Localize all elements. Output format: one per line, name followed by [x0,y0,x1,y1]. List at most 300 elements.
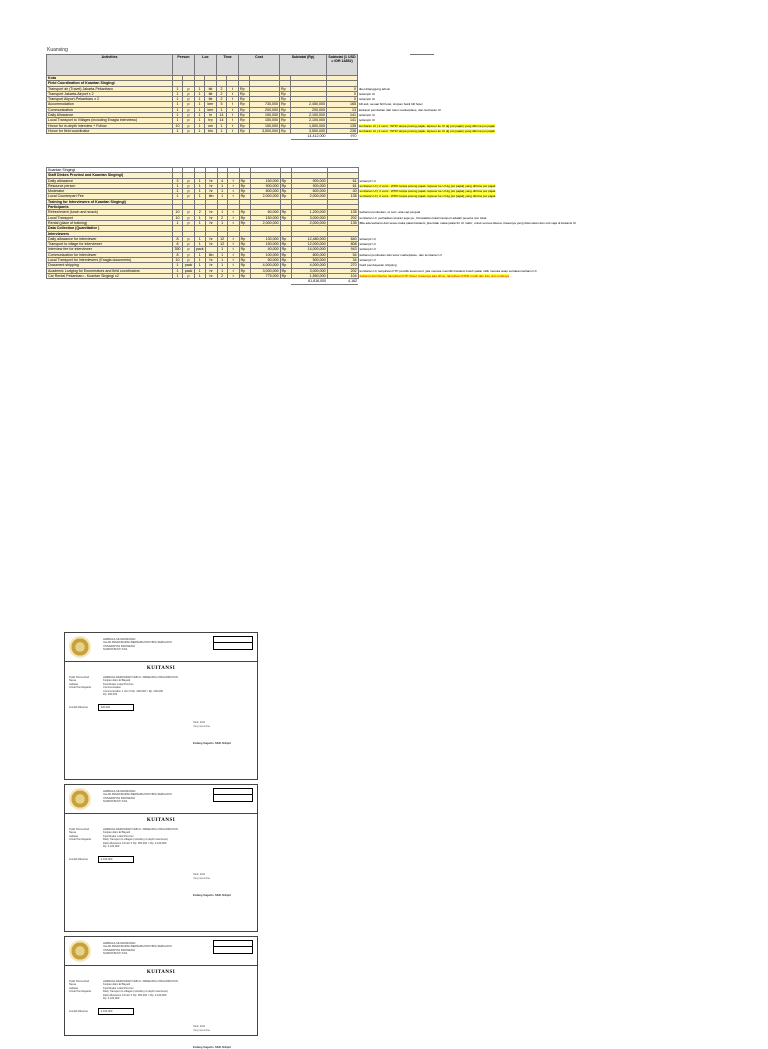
cell-lu: tkt [205,97,217,102]
cell-sub: 2,450,000 [291,102,327,107]
receipt-field-value: Koordinator Lokal Provinsi [103,682,134,686]
cell-p: 10 [173,210,183,215]
cell-sub: 12,000,000 [291,242,327,247]
letterhead-line: NOMOR BUKTI KAS [103,647,128,651]
cell-usd: 202 [327,268,358,273]
letterhead-line: NOMOR BUKTI KAS [103,799,128,803]
cell-lu: kmr [205,102,217,107]
cell-rp2: Rp [280,97,291,102]
cell-cost: 150,000 [250,123,280,128]
empty-cell [280,279,291,284]
budget-table-kota [46,54,497,140]
receipt-field-value: Communication 1 Unit X Rp. 200,000 = Rp. 200,000 [103,689,163,693]
cell-act: Academic Lodging for Enumerators and field coordinators [47,268,173,273]
empty-cell [239,279,250,284]
cell-usd: 0 [327,86,358,91]
receipt-letterhead [65,785,257,814]
keterangan-note: lembaran UI, lampirkan KTP pemilik kosonvent, jika mereka memiliki kwitansi boleh pakai milik mereka tetap sertakan kwitansi UI [359,268,537,273]
cell-p: 1 [173,113,183,118]
cell-p: 10 [173,123,183,128]
cell-rp2: Rp [280,86,291,91]
cell-pu: p [183,236,195,241]
keterangan-note: terlampir UI [359,258,376,263]
cell-rp: Rp [239,242,250,247]
empty-cell [195,279,206,284]
keterangan-note: terlampir UI [359,236,376,241]
cell-t: 12 [217,242,227,247]
cell-l: 1 [195,123,205,128]
cell-lu: orn [205,123,217,128]
institution-seal-icon [69,940,91,962]
cell-t: 12 [217,236,227,241]
empty-cell [217,279,227,284]
cell-p: 1 [173,102,183,107]
cell-p: 1 [173,86,183,91]
header-cost: Cost [239,55,280,76]
cell-sub: 4,000,000 [291,263,327,268]
cell-tu: t [227,258,239,263]
receipt-signer: Endang Suganto, SKM, M.Epid [193,742,231,746]
cell-lu: hr [205,273,217,278]
receipt-field [69,997,253,1000]
keterangan-note: terlampir UI [359,97,375,102]
cell-rp2: Rp [280,273,291,278]
cell-sub: 1,200,000 [291,210,327,215]
cell-rp2: Rp [280,194,291,199]
cell-rp: Rp [239,86,250,91]
letterhead-line: UNIVERSITAS INDONESIA [103,644,136,648]
cell-act: Transport Airport-Pekanbaru x 2 [47,97,173,102]
cell-l: 1 [195,113,205,118]
cell-t: 1 [217,123,227,128]
cell-tu: t [227,91,239,96]
cell-act: Transport Jakarta-Airport x 2 [47,91,173,96]
table-row [47,268,578,273]
cell-rp: Rp [239,263,250,268]
empty-cell [183,134,195,139]
keterangan-note: terlampir UI [359,247,376,252]
cell-t: 14 [217,113,227,118]
keterangan-note: terlampir UI [359,242,376,247]
cell-sub: 3,000,000 [291,268,327,273]
cell-rp: Rp [239,183,250,188]
cell-cost: 150,000 [250,215,280,220]
cell-rp: Rp [239,107,250,112]
cell-pu: p [183,178,195,183]
empty-cell [250,134,280,139]
cell-lu: hr [205,220,217,225]
letterhead-line: LEMBAGA KE MAKMURAN [103,638,136,641]
cell-l: 1 [195,189,206,194]
cell-rp: Rp [239,194,250,199]
keterangan-note: lembaran UI ( 2 versi : WHO tanpa potong pajak, lapsoer ke UI dg pot pajak) yang ditrima pot pajak [359,189,496,194]
cell-l: 2 [195,210,206,215]
receipt-field-value: Rp. 2,100,000 [103,845,120,849]
cell-pu: p [183,107,195,112]
cell-sub: 500,000 [291,258,327,263]
cell-tu: t [227,242,239,247]
cell-rp2: Rp [280,91,291,96]
cell-lu: hr [205,258,217,263]
cell-act: Daily allowance for interviewer [47,236,173,241]
cell-usd: 61 [327,178,358,183]
cell-cost: 200,000 [250,107,280,112]
cell-t: 2 [217,97,227,102]
cell-usd: 141 [327,113,358,118]
receiver-label: Yang menerima [193,724,210,728]
cell-pu: p [183,86,195,91]
cell-sub: 800,000 [291,252,327,257]
cell-rp: Rp [239,178,250,183]
receipt-number-box [213,940,253,954]
empty-cell [47,279,173,284]
cell-pu: p [183,258,195,263]
cell-lu: bln [205,252,217,257]
cell-t: 2 [217,215,227,220]
cell-p: 1 [173,220,183,225]
cell-usd: 135 [327,194,358,199]
receipt-signer: Endang Suganto, SKM, M.Epid [193,894,231,898]
receipt-amount [69,1008,253,1015]
cell-act: Communication [47,107,173,112]
cell-rp: Rp [239,215,250,220]
keterangan-note: lembaran UI ( 2 versi : WHO tanpa potong pajak, lapsoer ke UI dg pot pajak) yang ditrima pot pajak [359,123,495,128]
keterangan-note: lembaran UI, perhatikan ukuran juga ya , Perwakilan lokal transport adalah peserta non lokal [359,215,487,220]
cell-t: 4 [217,178,227,183]
cell-t: 1 [217,258,227,263]
cell-p: 1 [173,194,183,199]
keterangan-note: kwitansi dari Rental, lampirkan KTP driver, biasanya ada driver, lampirkan STNK mobil dan foto unit mobilnya [359,273,509,278]
keterangan-note: kwitansi pembelian dari toko/ marketplace, dan lembaran UI [359,252,442,257]
amount-box: 2,100,000 [98,1008,134,1015]
cell-act: Honor for field coordinator [47,128,173,133]
cell-p: 1 [173,97,183,102]
receipt-field-label: Untuk Pembayaran [69,686,92,690]
place-date: Taluk, 2021 [193,873,206,877]
receipt-field-value: Daily Transport to villages (including in-depth interviews) [103,838,168,842]
cell-cost: 775,000 [250,273,280,278]
cell-tu: t [227,210,239,215]
keterangan-note: terlampir UI [359,118,375,123]
cell-pu: p [183,215,195,220]
cell-tu: t [227,189,239,194]
section-label: Kota [47,76,173,81]
cell-lu: hr [205,215,217,220]
receipt-field [69,693,253,696]
cell-t: 2 [217,86,227,91]
receipt-field-label: Telah Terima Dari [69,828,90,831]
total-subtotal-usd: 4,162 [327,279,358,284]
receiver-label: Yang menerima [193,876,210,880]
cell-lu: hr [205,242,217,247]
cell-act: Resource person [47,183,173,188]
receipt-letterhead [65,633,257,662]
cell-t: 1 [217,189,227,194]
cell-p: 350 [174,247,181,252]
empty-cell [358,279,577,284]
cell-pu: p [183,252,195,257]
cell-t: 1 [217,263,227,268]
cell-rp2: Rp [280,210,291,215]
cell-act: Refreshment (lunch and snack) [47,210,173,215]
cell-rp2: Rp [280,123,291,128]
cell-tu: t [227,263,239,268]
amount-box: 200,000 [98,704,134,711]
receipt-letterhead [65,937,257,966]
amount-label: Jumlah Diterima [69,1010,88,1014]
cell-t: 2 [217,273,227,278]
cell-l: 1 [195,118,205,123]
receipt-field [69,845,253,848]
cell-cost: 3,500,000 [250,128,280,133]
cell-pu: p [183,210,195,215]
cell-lu: tkt [205,86,217,91]
cell-p: 1 [173,107,183,112]
header-subtotal-idr: Subtotal (Rp) [280,55,327,76]
cell-t: 5 [217,102,227,107]
receipt-title: KUITANSI [146,666,176,671]
cell-usd: 135 [327,220,358,225]
cell-tu: t [227,273,239,278]
cell-l: 1 [195,258,206,263]
cell-act: Local Transport for interviewers (Enagla documents) [47,258,173,263]
cell-cost: 100,000 [250,252,280,257]
receipt-place-date [193,1025,253,1032]
section-label: Field Coordination of Kuantan Singingi [47,81,173,86]
cell-t: 1 [217,220,227,225]
cell-lu: bln [205,128,217,133]
cell-t: 1 [217,183,227,188]
cell-rp: Rp [239,268,250,273]
receipt-field-value: Koordinator Lokal Provinsi [103,986,134,990]
section-label: Kuantan Singingi [47,168,173,173]
receipt-field-label: Telah Terima Dari [69,676,90,679]
cell-act: Transport air (Travel) Jakarta-Pekanbaru [47,86,173,91]
cell-tu: t [227,247,239,252]
cell-sub: 12,480,000 [291,236,327,241]
receipt-signer: Endang Suganto, SKM, M.Epid [193,1046,231,1049]
cell-l: 1 [195,194,206,199]
amount-box: 2,100,000 [98,856,134,863]
cell-l: 1 [195,263,206,268]
header-loc: Loc [195,55,217,76]
receipt-field-label [69,997,103,1000]
receipt-kuitansi [64,936,258,1049]
cell-act: Car Rental Pekanbaru - Kuantan Singingi x2 [47,273,173,278]
total-subtotal-usd: 970 [327,134,358,139]
cell-cost: 2,000,000 [250,220,280,225]
cell-cost: 150,000 [250,178,280,183]
cell-tu: t [227,236,239,241]
cell-p: 1 [173,91,183,96]
cell-act: Interview fee for interviewer [47,247,173,252]
cell-tu: t [227,194,239,199]
cell-l: 1 [195,220,206,225]
budget-table-kuantan-singingi [46,167,578,285]
cell-lu: tkt [205,91,217,96]
cell-rp: Rp [239,252,250,257]
cell-t: 1 [217,247,227,252]
cell-rp2: Rp [280,263,291,268]
cell-pu: p [183,220,195,225]
cell-pu: p [183,242,195,247]
cell-tu: t [227,107,239,112]
cell-rp: Rp [239,118,250,123]
empty-cell [195,134,205,139]
sheet-title: Kuansing [47,47,68,53]
empty-cell [205,134,217,139]
cell-lu: hr [205,183,217,188]
receipt-field-value: Rp. 2,100,000 [103,997,120,1001]
cell-tu: t [227,86,239,91]
total-subtotal-idr: 14,412,000 [291,134,327,139]
cell-l: pack [196,247,204,252]
cell-rp2: Rp [280,268,291,273]
cell-sub: 600,000 [291,189,327,194]
letterhead-line: LEMBAGA KE MAKMURAN [103,942,136,945]
cell-tu: t [227,178,239,183]
receipt-field-label: Jabatan [69,834,79,838]
cell-rp: Rp [239,128,250,133]
cell-sub: 200,000 [291,107,327,112]
cell-pu: p [183,102,195,107]
empty-cell [227,279,239,284]
cell-pu: p [183,189,195,194]
empty-cell [250,279,280,284]
cell-rp2: Rp [280,183,291,188]
cell-tu: t [227,268,239,273]
cell-act: Local Transport [47,215,173,220]
cell-usd: 104 [327,273,358,278]
cell-rp2: Rp [280,113,291,118]
receipt-place-date [193,721,253,728]
cell-cost: 150,000 [250,242,280,247]
header-subtotal-usd: Subtotal (1 USD = IDR 14852) [327,55,358,76]
cell-rp2: Rp [280,178,291,183]
empty-cell [47,134,173,139]
cell-rp2: Rp [280,189,291,194]
cell-act: Daily Allowance [47,113,173,118]
cell-usd: 165 [327,102,358,107]
cell-usd: 135 [327,210,358,215]
empty-cell [358,134,497,139]
cell-sub: 3,500,000 [291,128,327,133]
cell-l: 1 [195,178,206,183]
cell-lu: hr [205,113,217,118]
receipt-field-value: LEMBAGA DEMOGRAFI FEB UI / RESEARCH ORGANIZATION [103,980,178,983]
cell-l: 1 [195,107,205,112]
cell-t: 14 [217,118,227,123]
cell-t: 1 [217,194,227,199]
cell-rp: Rp [239,91,250,96]
receipt-field-value: LEMBAGA DEMOGRAFI FEB UI / RESEARCH ORGANIZATION [103,676,178,679]
cell-rp2: Rp [280,128,291,133]
cell-rp: Rp [239,102,250,107]
cell-l: 1 [195,252,206,257]
cell-p: 1 [173,268,183,273]
cell-l: 1 [195,86,205,91]
cell-cost: 900,000 [250,183,280,188]
cell-l: 1 [195,273,206,278]
cell-usd: 34 [327,258,358,263]
cell-rp: Rp [239,97,250,102]
cell-lu: hr [205,210,217,215]
cell-sub: 2,100,000 [291,118,327,123]
receipt-field-label: Nama [69,983,76,987]
section-label: Data Collection (Quantitative ) [47,226,173,231]
cell-act: Document shipping [47,263,173,268]
receipt-field-value: Kutipan Alam El Bayadi [103,679,130,683]
section-label: Interviewers [47,231,173,236]
cell-act: Honor for in-depth interview + Follow [47,123,173,128]
cell-sub: 900,000 [291,183,327,188]
cell-l: 1 [195,102,205,107]
cell-pu: p [183,118,195,123]
cell-lu: bln [205,194,217,199]
total-row [47,134,497,139]
letterhead-line: JALAN KEMAKMURAN BERSAMA PROVINSI SEMUANYA [103,945,172,949]
receipt-field-value: Kutipan Alam El Bayadi [103,983,130,987]
cell-lu: hr [205,178,217,183]
cell-rp2: Rp [280,118,291,123]
receipt-field-label: Jabatan [69,682,79,686]
cell-sub: 3,000,000 [291,215,327,220]
cell-pu: pack [183,263,195,268]
cell-cost: 2,000,000 [250,194,280,199]
cell-lu: hr [205,268,217,273]
empty-cell [183,279,195,284]
amount-label: Jumlah Diterima [69,858,88,862]
receipt-place-date [193,873,253,880]
cell-t: 1 [217,107,227,112]
receiver-label: Yang menerima [193,1028,210,1032]
receipt-field-value: Daily Transport to villages (including in-depth interviews) [103,990,168,994]
institution-seal-icon [69,636,91,658]
keterangan-note: kwitansi pembelian, et cetc. ada cap penjual [359,210,421,215]
note-cell [358,123,497,128]
letterhead-line: LEMBAGA KE MAKMURAN [103,790,136,793]
cell-l: 1 [195,97,205,102]
cell-lu: trp [205,118,217,123]
letterhead-line: JALAN KEMAKMURAN BERSAMA PROVINSI SEMUANYA [103,641,172,645]
cell-p: 1 [173,128,183,133]
cell-cost: 50,000 [250,258,280,263]
keterangan-note: lembaran UI ( 2 versi : WHO tanpa potong pajak, lapsoer ke UI dg pot pajak) yang ditrima pot pajak [359,183,496,188]
cell-rp: Rp [239,258,250,263]
note-cell [358,128,497,133]
section-label: Staff Dinkes Provinsi and Kuantan Singingi) [47,173,173,178]
cell-rp: Rp [239,113,250,118]
receipt-field-label [69,693,103,696]
empty-cell [227,134,239,139]
cell-l: 1 [195,128,205,133]
cell-sub: 900,000 [291,178,327,183]
receipt-field-label: Untuk Pembayaran [69,838,92,842]
cell-t: 1 [217,252,227,257]
cell-rp2: Rp [280,236,291,241]
header-person: Person [173,55,195,76]
cell-l: 1 [195,236,206,241]
keterangan-note: Bila ada kwitansi dari sewa maka pakai kwitansi, jika tidak maka pakai lbr UI 'sakti', untuk semua dikena, biasanya yang ditemukan dan sub saja di kwitansi UI [359,220,577,225]
cell-sub: 2,000,000 [291,220,327,225]
receipt-field-value: Koordinator Lokal Provinsi [103,834,134,838]
note-cell [358,220,577,225]
cell-cost: 600,000 [250,189,280,194]
cell-rp: Rp [239,210,250,215]
cell-act: Rental (place of training) [47,220,173,225]
receipt-field-value: Rp. 200,000 [103,693,118,697]
institution-seal-icon [69,788,91,810]
